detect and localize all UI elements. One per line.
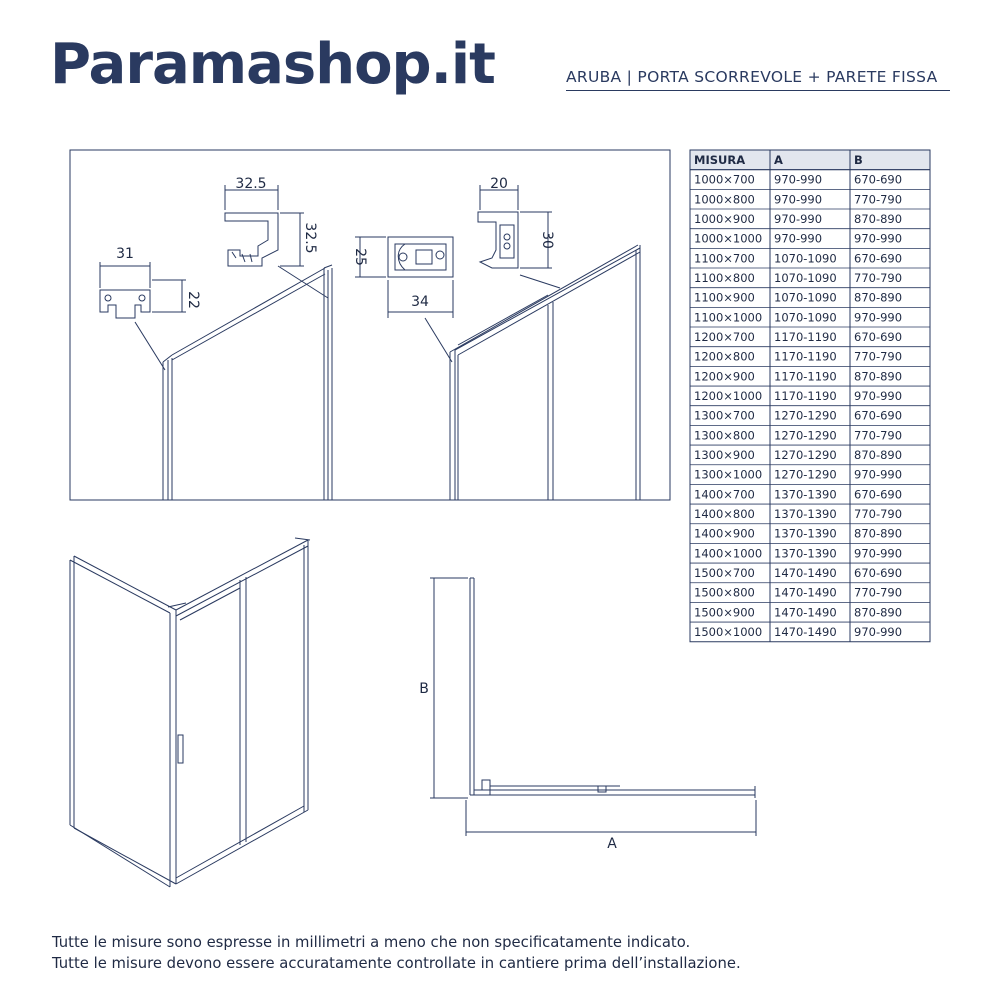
profile-3-height-label: 25 — [352, 248, 368, 266]
table-cell: 970-990 — [854, 389, 903, 404]
plan-label-a: A — [607, 836, 617, 852]
table-cell: 1370-1390 — [774, 546, 837, 561]
table-cell: 970-990 — [854, 546, 903, 561]
table-cell: 1400×700 — [694, 487, 755, 502]
table-cell: 670-690 — [854, 330, 903, 345]
plan-label-b: B — [419, 681, 429, 697]
table-cell: 1500×1000 — [694, 625, 763, 640]
table-cell: 1300×800 — [694, 428, 755, 443]
table-cell: 670-690 — [854, 172, 903, 187]
table-cell: 1200×900 — [694, 369, 755, 384]
table-cell: 1170-1190 — [774, 349, 837, 364]
detail-frame — [70, 150, 670, 500]
table-cell: 1070-1090 — [774, 251, 837, 266]
profile-section-4 — [478, 185, 552, 268]
table-cell: 1300×900 — [694, 448, 755, 463]
table-cell: 1500×700 — [694, 566, 755, 581]
table-cell: 1270-1290 — [774, 467, 837, 482]
table-cell: 670-690 — [854, 487, 903, 502]
table-cell: 1070-1090 — [774, 271, 837, 286]
table-cell: 870-890 — [854, 212, 903, 227]
table-cell: 1100×700 — [694, 251, 755, 266]
profile-section-2 — [225, 185, 304, 266]
table-header-cell: MISURA — [694, 153, 746, 167]
table-cell: 1370-1390 — [774, 487, 837, 502]
table-cell: 1470-1490 — [774, 625, 837, 640]
table-cell: 970-990 — [774, 192, 823, 207]
table-cell: 970-990 — [774, 172, 823, 187]
table-cell: 1400×1000 — [694, 546, 763, 561]
table-cell: 1270-1290 — [774, 408, 837, 423]
table-cell: 970-990 — [774, 212, 823, 227]
profile-2-height-label: 32.5 — [302, 222, 318, 254]
profile-2-width-label: 32.5 — [235, 176, 267, 192]
table-cell: 1000×800 — [694, 192, 755, 207]
table-cell: 1100×900 — [694, 290, 755, 305]
size-table — [690, 150, 930, 642]
table-cell: 1470-1490 — [774, 605, 837, 620]
table-cell: 870-890 — [854, 448, 903, 463]
table-cell: 870-890 — [854, 290, 903, 305]
table-cell: 970-990 — [854, 625, 903, 640]
profile-section-3 — [355, 237, 453, 318]
table-cell: 1000×700 — [694, 172, 755, 187]
table-header-cell: B — [854, 153, 863, 167]
profile-4-height-label: 30 — [539, 231, 555, 249]
table-cell: 1400×800 — [694, 507, 755, 522]
table-cell: 770-790 — [854, 192, 903, 207]
leader-line — [425, 318, 452, 362]
profile-1-height-label: 22 — [185, 291, 201, 309]
table-cell: 1170-1190 — [774, 369, 837, 384]
table-cell: 1300×1000 — [694, 467, 763, 482]
table-cell: 670-690 — [854, 251, 903, 266]
table-cell: 1070-1090 — [774, 310, 837, 325]
table-cell: 1370-1390 — [774, 507, 837, 522]
table-cell: 770-790 — [854, 507, 903, 522]
table-cell: 1300×700 — [694, 408, 755, 423]
table-header-cell: A — [774, 153, 783, 167]
table-cell: 870-890 — [854, 369, 903, 384]
table-cell: 1270-1290 — [774, 448, 837, 463]
table-cell: 1470-1490 — [774, 585, 837, 600]
leader-line — [520, 275, 560, 288]
table-cell: 1400×900 — [694, 526, 755, 541]
table-cell: 1200×800 — [694, 349, 755, 364]
footer-note-2: Tutte le misure devono essere accuratamente controllate in cantiere prima dell’installazione. — [52, 955, 741, 972]
table-cell: 770-790 — [854, 585, 903, 600]
profile-3-width-label: 34 — [411, 294, 429, 310]
footer-notes — [52, 932, 741, 974]
table-cell: 1070-1090 — [774, 290, 837, 305]
product-subtitle: ARUBA | PORTA SCORREVOLE + PARETE FISSA — [566, 68, 950, 91]
footer-note-1: Tutte le misure sono espresse in millimetri a meno che non specificatamente indicato. — [52, 934, 691, 951]
table-cell: 1500×800 — [694, 585, 755, 600]
profile-4-width-label: 20 — [490, 176, 508, 192]
table-cell: 770-790 — [854, 428, 903, 443]
table-cell: 770-790 — [854, 349, 903, 364]
table-cell: 1170-1190 — [774, 330, 837, 345]
table-cell: 1100×1000 — [694, 310, 763, 325]
table-cell: 770-790 — [854, 271, 903, 286]
table-cell: 1000×1000 — [694, 231, 763, 246]
table-cell: 1500×900 — [694, 605, 755, 620]
table-cell: 1000×900 — [694, 212, 755, 227]
table-cell: 1370-1390 — [774, 526, 837, 541]
profile-section-1 — [100, 262, 186, 318]
table-cell: 1270-1290 — [774, 428, 837, 443]
table-cell: 970-990 — [854, 310, 903, 325]
table-cell: 1200×1000 — [694, 389, 763, 404]
table-cell: 1170-1190 — [774, 389, 837, 404]
table-cell: 1470-1490 — [774, 566, 837, 581]
table-cell: 670-690 — [854, 408, 903, 423]
table-cell: 1200×700 — [694, 330, 755, 345]
table-cell: 870-890 — [854, 605, 903, 620]
table-cell: 970-990 — [774, 231, 823, 246]
table-cell: 870-890 — [854, 526, 903, 541]
table-cell: 1100×800 — [694, 271, 755, 286]
brand-logo: Paramashop.it — [50, 32, 495, 97]
table-cell: 970-990 — [854, 231, 903, 246]
enclosure-isometric — [70, 538, 310, 887]
table-cell: 970-990 — [854, 467, 903, 482]
profile-1-width-label: 31 — [116, 246, 134, 262]
door-handle — [178, 735, 183, 763]
table-cell: 670-690 — [854, 566, 903, 581]
leader-line — [135, 322, 165, 370]
